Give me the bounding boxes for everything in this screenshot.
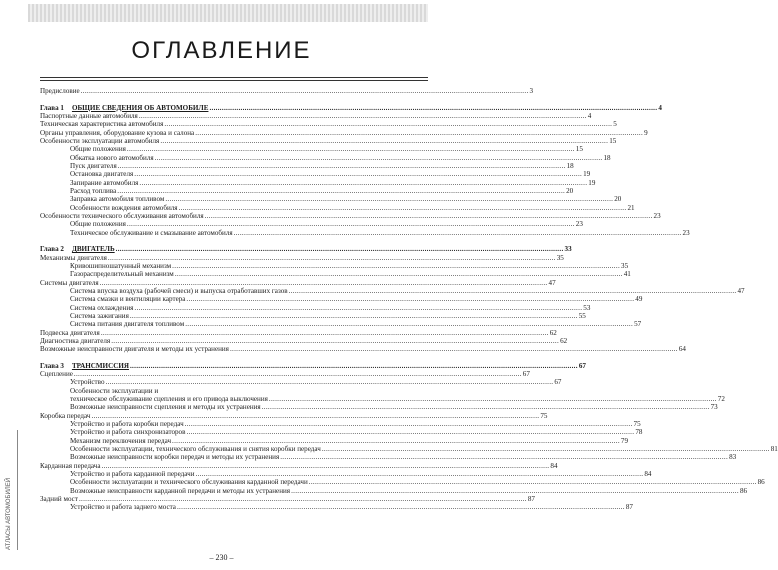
toc-entry-title: Возможные неисправности коробки передач и методы их устранения — [70, 453, 280, 462]
toc-page-number: 67 — [554, 378, 562, 387]
toc-entry-row — [40, 420, 641, 429]
toc-page-number: 23 — [575, 220, 583, 229]
toc-entry-title: Расход топлива — [70, 186, 117, 195]
toc-entry-title: Подвеска двигателя — [40, 328, 100, 337]
toc-entry-row — [40, 145, 583, 154]
toc-entry-title: Возможные неисправности сцепления и методы их устранения — [70, 403, 261, 412]
toc-page-number: 3 — [529, 87, 534, 95]
toc-chapter-title: ТРАНСМИССИЯ — [71, 361, 129, 370]
toc-entry-title: Особенности эксплуатации и — [70, 386, 159, 395]
toc-entry-row — [40, 503, 633, 512]
toc-entry-title: Система зажигания — [70, 311, 129, 320]
toc-page-number: 4 — [587, 111, 592, 120]
toc-page-number: 84 — [644, 470, 652, 479]
toc-chapter-row — [40, 245, 572, 254]
toc-leader-dots — [175, 270, 623, 278]
toc-page-number: 53 — [583, 303, 591, 312]
table-of-contents — [40, 87, 778, 512]
toc-entry-row — [40, 253, 564, 262]
toc-spacer — [40, 354, 428, 362]
toc-entry-title: Задний мост — [40, 495, 78, 504]
toc-page-number: 19 — [583, 170, 591, 179]
toc-entry-title: Устройство и работа синхронизаторов — [70, 428, 186, 437]
toc-entry-row — [40, 136, 617, 145]
page-number: – 230 – — [209, 553, 234, 562]
toc-entry-title: Устройство и работа коробки передач — [70, 420, 184, 429]
toc-leader-dots — [155, 154, 603, 162]
toc-entry-title: техническое обслуживание сцепления и его привода выключения — [70, 395, 268, 404]
toc-chapter-number: Глава 3 — [40, 361, 64, 370]
toc-leader-dots — [160, 137, 608, 145]
toc-entry-title: Особенности эксплуатации и технического обслуживания карданной передачи — [70, 478, 308, 487]
top-header-strip — [28, 4, 428, 22]
toc-entry-row — [40, 161, 574, 170]
toc-leader-dots — [172, 437, 620, 445]
toc-entry-title: Механизмы двигателя — [40, 253, 107, 262]
toc-chapter-label — [40, 362, 129, 370]
toc-leader-dots — [269, 395, 717, 403]
toc-leader-dots — [164, 120, 612, 128]
toc-entry-row — [40, 228, 690, 237]
toc-entry-title: Механизм переключения передач — [70, 436, 172, 445]
toc-page-number: 73 — [710, 403, 718, 412]
toc-entry-title: Сцепление — [40, 370, 73, 379]
toc-page-number: 62 — [560, 336, 568, 345]
toc-leader-dots — [130, 362, 578, 370]
toc-leader-dots — [165, 195, 613, 203]
toc-page-number: 9 — [644, 128, 648, 137]
toc-page-number: 4 — [658, 103, 662, 112]
toc-leader-dots — [102, 462, 550, 470]
toc-entry-row — [40, 203, 635, 212]
toc-entry-title: Системы двигателя — [40, 278, 99, 287]
toc-entry-row — [40, 461, 558, 470]
toc-page-number: 75 — [633, 420, 641, 429]
toc-entry-title: Особенности вождения автомобиля — [70, 203, 178, 212]
toc-entry-row — [40, 286, 745, 295]
toc-page-number: 67 — [522, 370, 530, 379]
toc-leader-dots — [262, 403, 710, 411]
toc-page-number: 21 — [627, 203, 635, 212]
toc-page-number: 67 — [578, 361, 586, 370]
toc-leader-dots — [101, 329, 549, 337]
toc-leader-dots — [116, 245, 564, 253]
toc-entry-title: Обкатка нового автомобиля — [70, 153, 154, 162]
toc-entry-row — [40, 220, 583, 229]
toc-leader-dots — [117, 187, 565, 195]
toc-leader-dots — [79, 495, 527, 503]
toc-page-number: 5 — [613, 120, 617, 129]
toc-entry-title: Пуск двигателя — [70, 161, 117, 170]
toc-leader-dots — [108, 254, 556, 262]
toc-entry-row — [40, 261, 629, 270]
toc-chapter-title: ОБЩИЕ СВЕДЕНИЯ ОБ АВТОМОБИЛЕ — [71, 103, 209, 112]
toc-page-number: 55 — [578, 311, 586, 320]
toc-entry-row — [40, 478, 765, 487]
toc-leader-dots — [309, 478, 757, 486]
toc-entry-title: Техническая характеристика автомобиля — [40, 120, 164, 129]
toc-leader-dots — [100, 279, 548, 287]
toc-leader-dots — [186, 295, 634, 303]
toc-leader-dots — [91, 412, 539, 420]
toc-entry-row — [40, 186, 574, 195]
toc-page-number: 62 — [549, 328, 557, 337]
toc-page-number: 79 — [620, 436, 628, 445]
toc-entry-title: Газораспределительный механизм — [70, 270, 174, 279]
title-rule-bottom — [40, 80, 428, 81]
toc-leader-dots — [280, 453, 728, 461]
toc-chapter-label — [40, 104, 208, 112]
toc-page-number: 35 — [556, 253, 564, 262]
toc-leader-dots — [185, 420, 633, 428]
toc-entry-row — [40, 470, 652, 479]
toc-leader-dots — [127, 145, 575, 153]
toc-page-number: 49 — [635, 295, 643, 304]
toc-leader-dots — [234, 229, 682, 237]
toc-page-number: 87 — [625, 503, 633, 512]
toc-entry-title: Система впуска воздуха (рабочей смеси) и выпуска отработавших газов — [70, 286, 288, 295]
toc-page-number: 20 — [566, 186, 574, 195]
toc-leader-dots — [230, 345, 678, 353]
toc-entry-title: Система питания двигателя топливом — [70, 320, 185, 329]
toc-entry-title: Органы управления, оборудование кузова и салона — [40, 128, 195, 137]
toc-entry-title: Возможные неисправности карданной передачи и методы их устранения — [70, 486, 291, 495]
toc-entry-row — [40, 303, 591, 312]
toc-page-number: 86 — [739, 486, 748, 495]
toc-entry-row — [40, 178, 596, 187]
title-rule-top — [40, 77, 428, 78]
toc-entry-row — [40, 436, 628, 445]
toc-entry-row — [40, 403, 718, 412]
toc-leader-dots — [134, 304, 582, 312]
toc-entry-title: Устройство и работа заднего моста — [70, 503, 176, 512]
toc-leader-dots — [196, 470, 644, 478]
toc-chapter-row — [40, 361, 586, 370]
toc-leader-dots — [185, 320, 633, 328]
toc-entry-title: Паспортные данные автомобиля — [40, 111, 138, 120]
toc-entry-row — [40, 128, 648, 137]
toc-page-number: 72 — [717, 395, 725, 404]
toc-entry-title: Предисловие — [40, 87, 80, 95]
toc-page-number: 41 — [623, 270, 631, 279]
toc-page-number: 81 — [770, 445, 778, 454]
side-divider — [17, 430, 18, 550]
toc-entry-title: Общие положения — [70, 145, 126, 154]
toc-page-number: 23 — [653, 211, 661, 220]
toc-entry-row — [40, 120, 617, 129]
toc-leader-dots — [74, 370, 522, 378]
toc-entry-title: Особенности эксплуатации автомобиля — [40, 136, 160, 145]
toc-entry-row — [40, 270, 631, 279]
toc-entry-title: Общие положения — [70, 220, 126, 229]
toc-page-number: 18 — [566, 161, 574, 170]
toc-page-number: 87 — [527, 495, 535, 504]
toc-chapter-number: Глава 1 — [40, 103, 64, 112]
toc-page-number: 35 — [621, 261, 629, 270]
toc-spacer — [40, 95, 428, 103]
toc-entry-title: Кривошипношатунный механизм — [70, 261, 172, 270]
toc-entry-row — [40, 495, 535, 504]
toc-entry-row — [40, 195, 622, 204]
toc-page-number: 78 — [635, 428, 643, 437]
page-title: ОГЛАВЛЕНИЕ — [131, 37, 312, 64]
toc-page-number: 15 — [609, 136, 617, 145]
toc-leader-dots — [186, 428, 634, 436]
toc-entry-title: Остановка двигателя — [70, 170, 134, 179]
toc-entry-row — [40, 411, 548, 420]
toc-entry-title: Система смазки и вентиляции картера — [70, 295, 186, 304]
toc-leader-dots — [289, 287, 737, 295]
toc-page-number: 19 — [588, 178, 596, 187]
toc-entry-title: Диагностика двигателя — [40, 336, 111, 345]
toc-chapter-label — [40, 245, 115, 253]
toc-page-number: 75 — [540, 411, 548, 420]
toc-page-number: 23 — [682, 228, 690, 237]
toc-entry-row — [40, 278, 556, 287]
toc-entry-title: Устройство — [70, 378, 105, 387]
toc-chapter-number: Глава 2 — [40, 245, 64, 254]
toc-entry-title: Возможные неисправности двигателя и методы их устранения — [40, 345, 229, 354]
toc-entry-row — [40, 211, 661, 220]
side-label — [6, 440, 16, 550]
toc-leader-dots — [205, 212, 653, 220]
toc-leader-dots — [322, 445, 770, 453]
toc-entry-title: Устройство и работа карданной передачи — [70, 470, 195, 479]
toc-leader-dots — [209, 104, 657, 112]
toc-leader-dots — [127, 220, 575, 228]
toc-entry-row — [40, 428, 643, 437]
toc-entry-title: Особенности технического обслуживания автомобиля — [40, 211, 204, 220]
toc-entry-title: Особенности эксплуатации, технического обслуживания и снятия коробки передач — [70, 445, 321, 454]
toc-leader-dots — [81, 87, 529, 95]
toc-leader-dots — [106, 378, 554, 386]
toc-entry-row — [40, 336, 568, 345]
toc-page-number: 33 — [564, 245, 572, 254]
toc-leader-dots — [111, 337, 559, 345]
toc-entry-row — [40, 345, 686, 354]
toc-leader-dots — [139, 179, 587, 187]
toc-entry-title: Система охлаждения — [70, 303, 134, 312]
toc-leader-dots — [130, 312, 578, 320]
toc-entry-row — [40, 295, 643, 304]
toc-entry-title: Запирание автомобиля — [70, 178, 139, 187]
toc-leader-dots — [118, 162, 566, 170]
toc-chapter-title: ДВИГАТЕЛЬ — [71, 245, 115, 254]
toc-page-number: 83 — [729, 453, 737, 462]
toc-page-number: 64 — [678, 345, 686, 354]
toc-page-number: 47 — [737, 286, 745, 295]
toc-page-number: 57 — [634, 320, 642, 329]
toc-leader-dots — [195, 129, 643, 137]
toc-chapter-row — [40, 103, 662, 112]
toc-leader-dots — [291, 487, 739, 495]
toc-entry-row — [40, 111, 592, 120]
toc-leader-dots — [172, 262, 620, 270]
toc-entry-title: Техническое обслуживание и смазывание автомобиля — [70, 228, 233, 237]
toc-entry-row — [40, 311, 586, 320]
side-label-text: АТЛАСЫ АВТОМОБИЛЕЙ — [6, 477, 12, 550]
toc-leader-dots — [179, 204, 627, 212]
toc-page-number: 84 — [550, 461, 558, 470]
toc-entry-row — [40, 395, 725, 404]
toc-entry-row — [40, 453, 737, 462]
toc-leader-dots — [134, 170, 582, 178]
toc-entry-row — [40, 445, 778, 454]
toc-leader-dots — [177, 503, 625, 511]
toc-entry-row — [40, 87, 534, 95]
toc-entry-title: Коробка передач — [40, 411, 91, 420]
toc-entry-title: Заправка автомобиля топливом — [70, 195, 165, 204]
toc-page-number: 15 — [575, 145, 583, 154]
toc-entry-row — [40, 320, 642, 329]
toc-entry-row — [40, 378, 562, 387]
toc-entry-row — [40, 170, 591, 179]
toc-page-number: 86 — [757, 478, 765, 487]
toc-entry-row — [40, 486, 748, 495]
toc-entry-title: Карданная передача — [40, 461, 101, 470]
toc-page-number: 47 — [548, 278, 556, 287]
toc-leader-dots — [139, 112, 587, 120]
toc-entry-row — [40, 328, 557, 337]
toc-page-number: 18 — [603, 153, 611, 162]
toc-entry-row — [40, 153, 611, 162]
toc-spacer — [40, 237, 428, 245]
toc-entry-row — [40, 370, 530, 379]
toc-page-number: 20 — [614, 195, 622, 204]
toc-entry-row — [40, 387, 428, 395]
